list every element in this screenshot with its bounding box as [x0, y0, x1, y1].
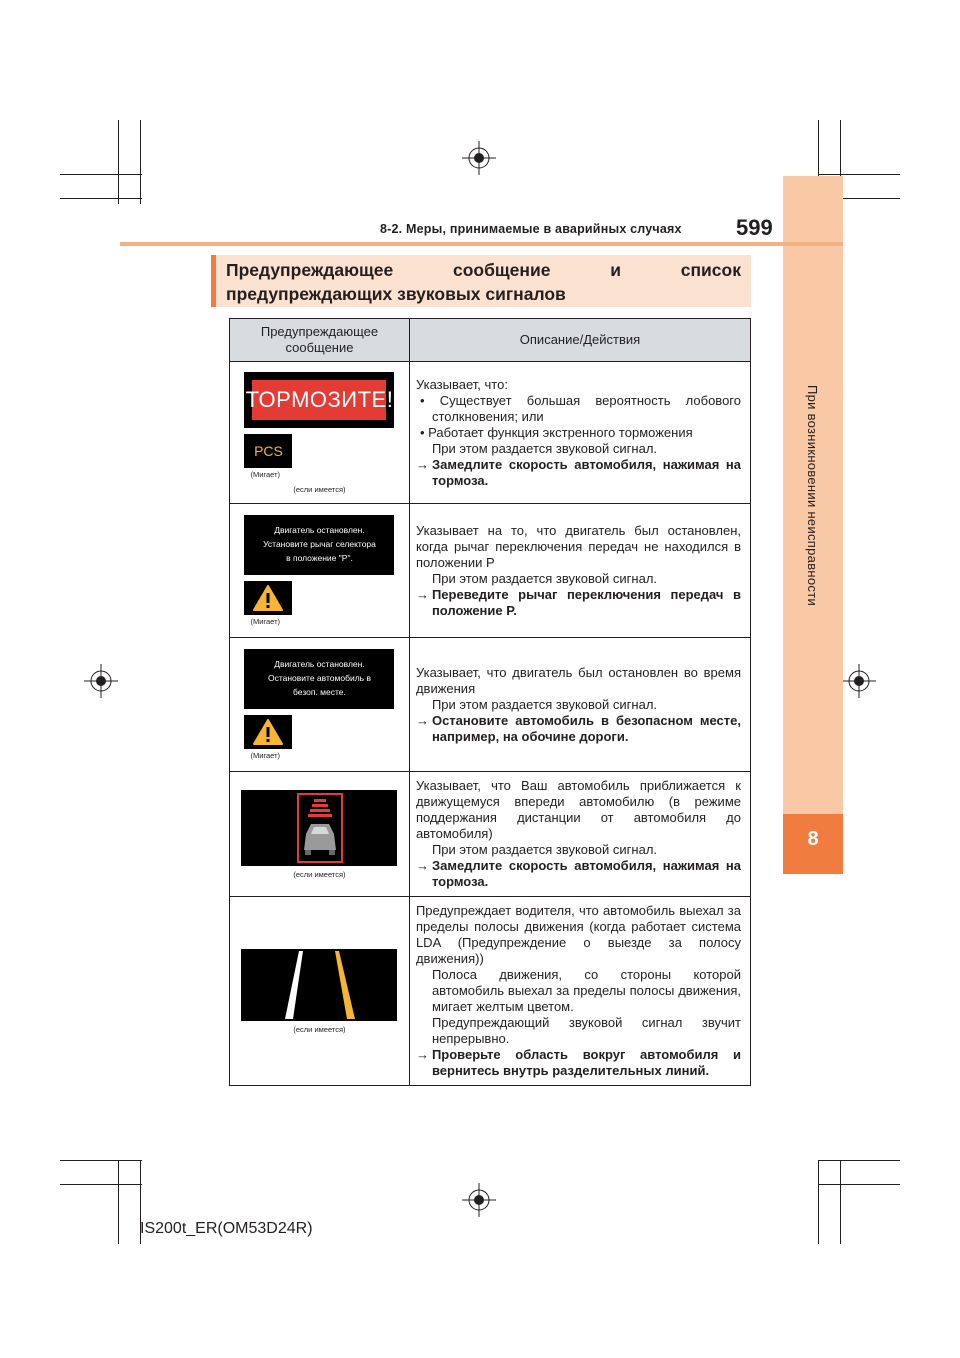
- title-word: сообщение: [453, 260, 551, 280]
- description-cell: [409, 638, 750, 772]
- chapter-number: 8: [807, 828, 819, 850]
- arrow-icon: →: [415, 456, 429, 472]
- column-header-description: Описание/Действия: [409, 319, 750, 362]
- warning-triangle-icon: [244, 581, 292, 615]
- action-text: Проверьте область вокруг автомобиля и вернитесь внутрь разделительных линий.: [431, 1047, 741, 1078]
- crop-mark: [60, 174, 142, 175]
- engine-stopped-screen: [244, 515, 394, 575]
- bullet-item: • Работает функция экстренного торможения: [419, 424, 693, 440]
- arrow-icon: →: [415, 1047, 429, 1062]
- bullet-item: • Существует большая вероятность лобового столкновения; или: [419, 392, 741, 424]
- title-word: Предупреждающее: [226, 260, 394, 280]
- description-text: Указывает, что двигатель был остановлен во время движения: [415, 664, 741, 696]
- action-instruction: [416, 713, 741, 745]
- title-word: список: [680, 260, 741, 280]
- registration-mark-icon: [842, 664, 876, 698]
- action-text: Переведите рычаг переключения передач в положение P.: [431, 586, 741, 618]
- screen-text: Установите рычаг селектора: [263, 539, 376, 549]
- description-text: Указывает на то, что двигатель был остановлен, когда рычаг переключения передач не находился в положении P: [415, 522, 741, 570]
- engine-stopped-screen: [244, 649, 394, 709]
- table-row: [230, 772, 751, 897]
- crop-mark: [118, 1160, 119, 1244]
- crop-mark: [140, 120, 141, 204]
- section-title: [211, 255, 751, 307]
- registration-mark-icon: [84, 664, 118, 698]
- table-header-row: [230, 319, 751, 362]
- description-cell: [409, 362, 750, 504]
- description-cell: [409, 897, 750, 1086]
- sound-note: При этом раздается звуковой сигнал.: [431, 696, 658, 712]
- crop-mark: [818, 1184, 900, 1185]
- crop-mark: [118, 120, 119, 204]
- action-text: Остановите автомобиль в безопасном месте, например, на обочине дороги.: [431, 712, 741, 744]
- message-image-cell: [230, 772, 410, 897]
- sound-note: При этом раздается звуковой сигнал.: [431, 570, 658, 586]
- action-instruction: [416, 457, 741, 489]
- blink-note: (Мигает): [250, 617, 280, 626]
- description-text: Предупреждает водителя, что автомобиль выехал за пределы полосы движения (когда работает система LDA (Предупреждение о выезде за полосу движения)): [415, 903, 741, 966]
- crop-mark: [818, 1160, 900, 1161]
- message-image-cell: [230, 504, 410, 638]
- screen-text: безоп. месте.: [293, 687, 346, 697]
- blink-note: (Мигает): [250, 751, 280, 760]
- crop-mark: [60, 1160, 142, 1161]
- description-text: Указывает, что Ваш автомобиль приближается к движущемуся впереди автомобилю (в режиме поддержания дистанции от автомобиля до автомобиля): [415, 778, 741, 841]
- arrow-icon: →: [415, 858, 429, 873]
- page-number: 599: [736, 215, 773, 240]
- column-header-message: Предупреждающее сообщение: [230, 319, 410, 362]
- lane-departure-icon: [241, 949, 397, 1021]
- arrow-icon: →: [415, 586, 429, 602]
- warning-messages-table: [229, 318, 751, 1086]
- crop-mark: [840, 1160, 841, 1244]
- sound-note: При этом раздается звуковой сигнал.: [431, 842, 658, 857]
- description-text: Указывает, что:: [415, 376, 508, 392]
- brake-warning-text: ТОРМОЗИТЕ!: [252, 380, 386, 420]
- brake-warning-screen: [244, 372, 394, 428]
- crop-mark: [60, 1184, 142, 1185]
- action-instruction: [416, 587, 741, 619]
- sound-note: При этом раздается звуковой сигнал.: [431, 440, 658, 456]
- title-line-2: предупреждающих звуковых сигналов: [226, 284, 566, 304]
- lane-departure-screen: [241, 949, 397, 1021]
- action-instruction: [416, 858, 741, 890]
- side-tab-label: При возникновении неисправности: [805, 384, 821, 606]
- pcs-indicator-icon: PCS: [244, 434, 292, 468]
- title-line-1: [226, 258, 741, 282]
- screen-text: в положение "P".: [286, 553, 353, 563]
- description-cell: [409, 772, 750, 897]
- crop-mark: [60, 198, 142, 199]
- action-instruction: [416, 1047, 741, 1079]
- action-text: Замедлите скорость автомобиля, нажимая на тормоза.: [431, 456, 741, 488]
- table-row: [230, 362, 751, 504]
- if-equipped-note: (если имеется): [293, 869, 346, 879]
- if-equipped-note: (если имеется): [293, 484, 346, 494]
- registration-mark-icon: [462, 1183, 496, 1217]
- screen-text: Двигатель остановлен.: [274, 659, 365, 669]
- screen-text: Остановите автомобиль в: [267, 673, 371, 683]
- section-label: 8-2. Меры, принимаемые в аварийных случаях: [380, 222, 682, 236]
- table-row: [230, 638, 751, 772]
- crop-mark: [818, 174, 900, 175]
- message-image-cell: [230, 897, 410, 1086]
- vehicle-approach-screen: [241, 790, 397, 866]
- vehicle-approach-icon: [241, 790, 397, 866]
- arrow-icon: →: [415, 712, 429, 728]
- header-rule: [120, 242, 843, 246]
- title-word: и: [610, 260, 621, 280]
- table-row: [230, 504, 751, 638]
- blink-note: (Мигает): [250, 469, 280, 479]
- chapter-number-box: [783, 814, 843, 874]
- action-text: Замедлите скорость автомобиля, нажимая на тормоза.: [431, 858, 741, 889]
- message-image-cell: [230, 362, 410, 504]
- sound-note: Предупреждающий звуковой сигнал звучит непрерывно.: [431, 1015, 741, 1046]
- screen-text: Двигатель остановлен.: [274, 525, 365, 535]
- if-equipped-note: (если имеется): [293, 1024, 346, 1034]
- sub-note: Полоса движения, со стороны которой автомобиль выехал за пределы полосы движения, мигает желтым цветом.: [431, 967, 741, 1014]
- description-cell: [409, 504, 750, 638]
- table-row: [230, 897, 751, 1086]
- registration-mark-icon: [462, 141, 496, 175]
- document-code: IS200t_ER(OM53D24R): [140, 1220, 313, 1237]
- warning-triangle-icon: [244, 715, 292, 749]
- message-image-cell: [230, 638, 410, 772]
- crop-mark: [818, 1160, 819, 1244]
